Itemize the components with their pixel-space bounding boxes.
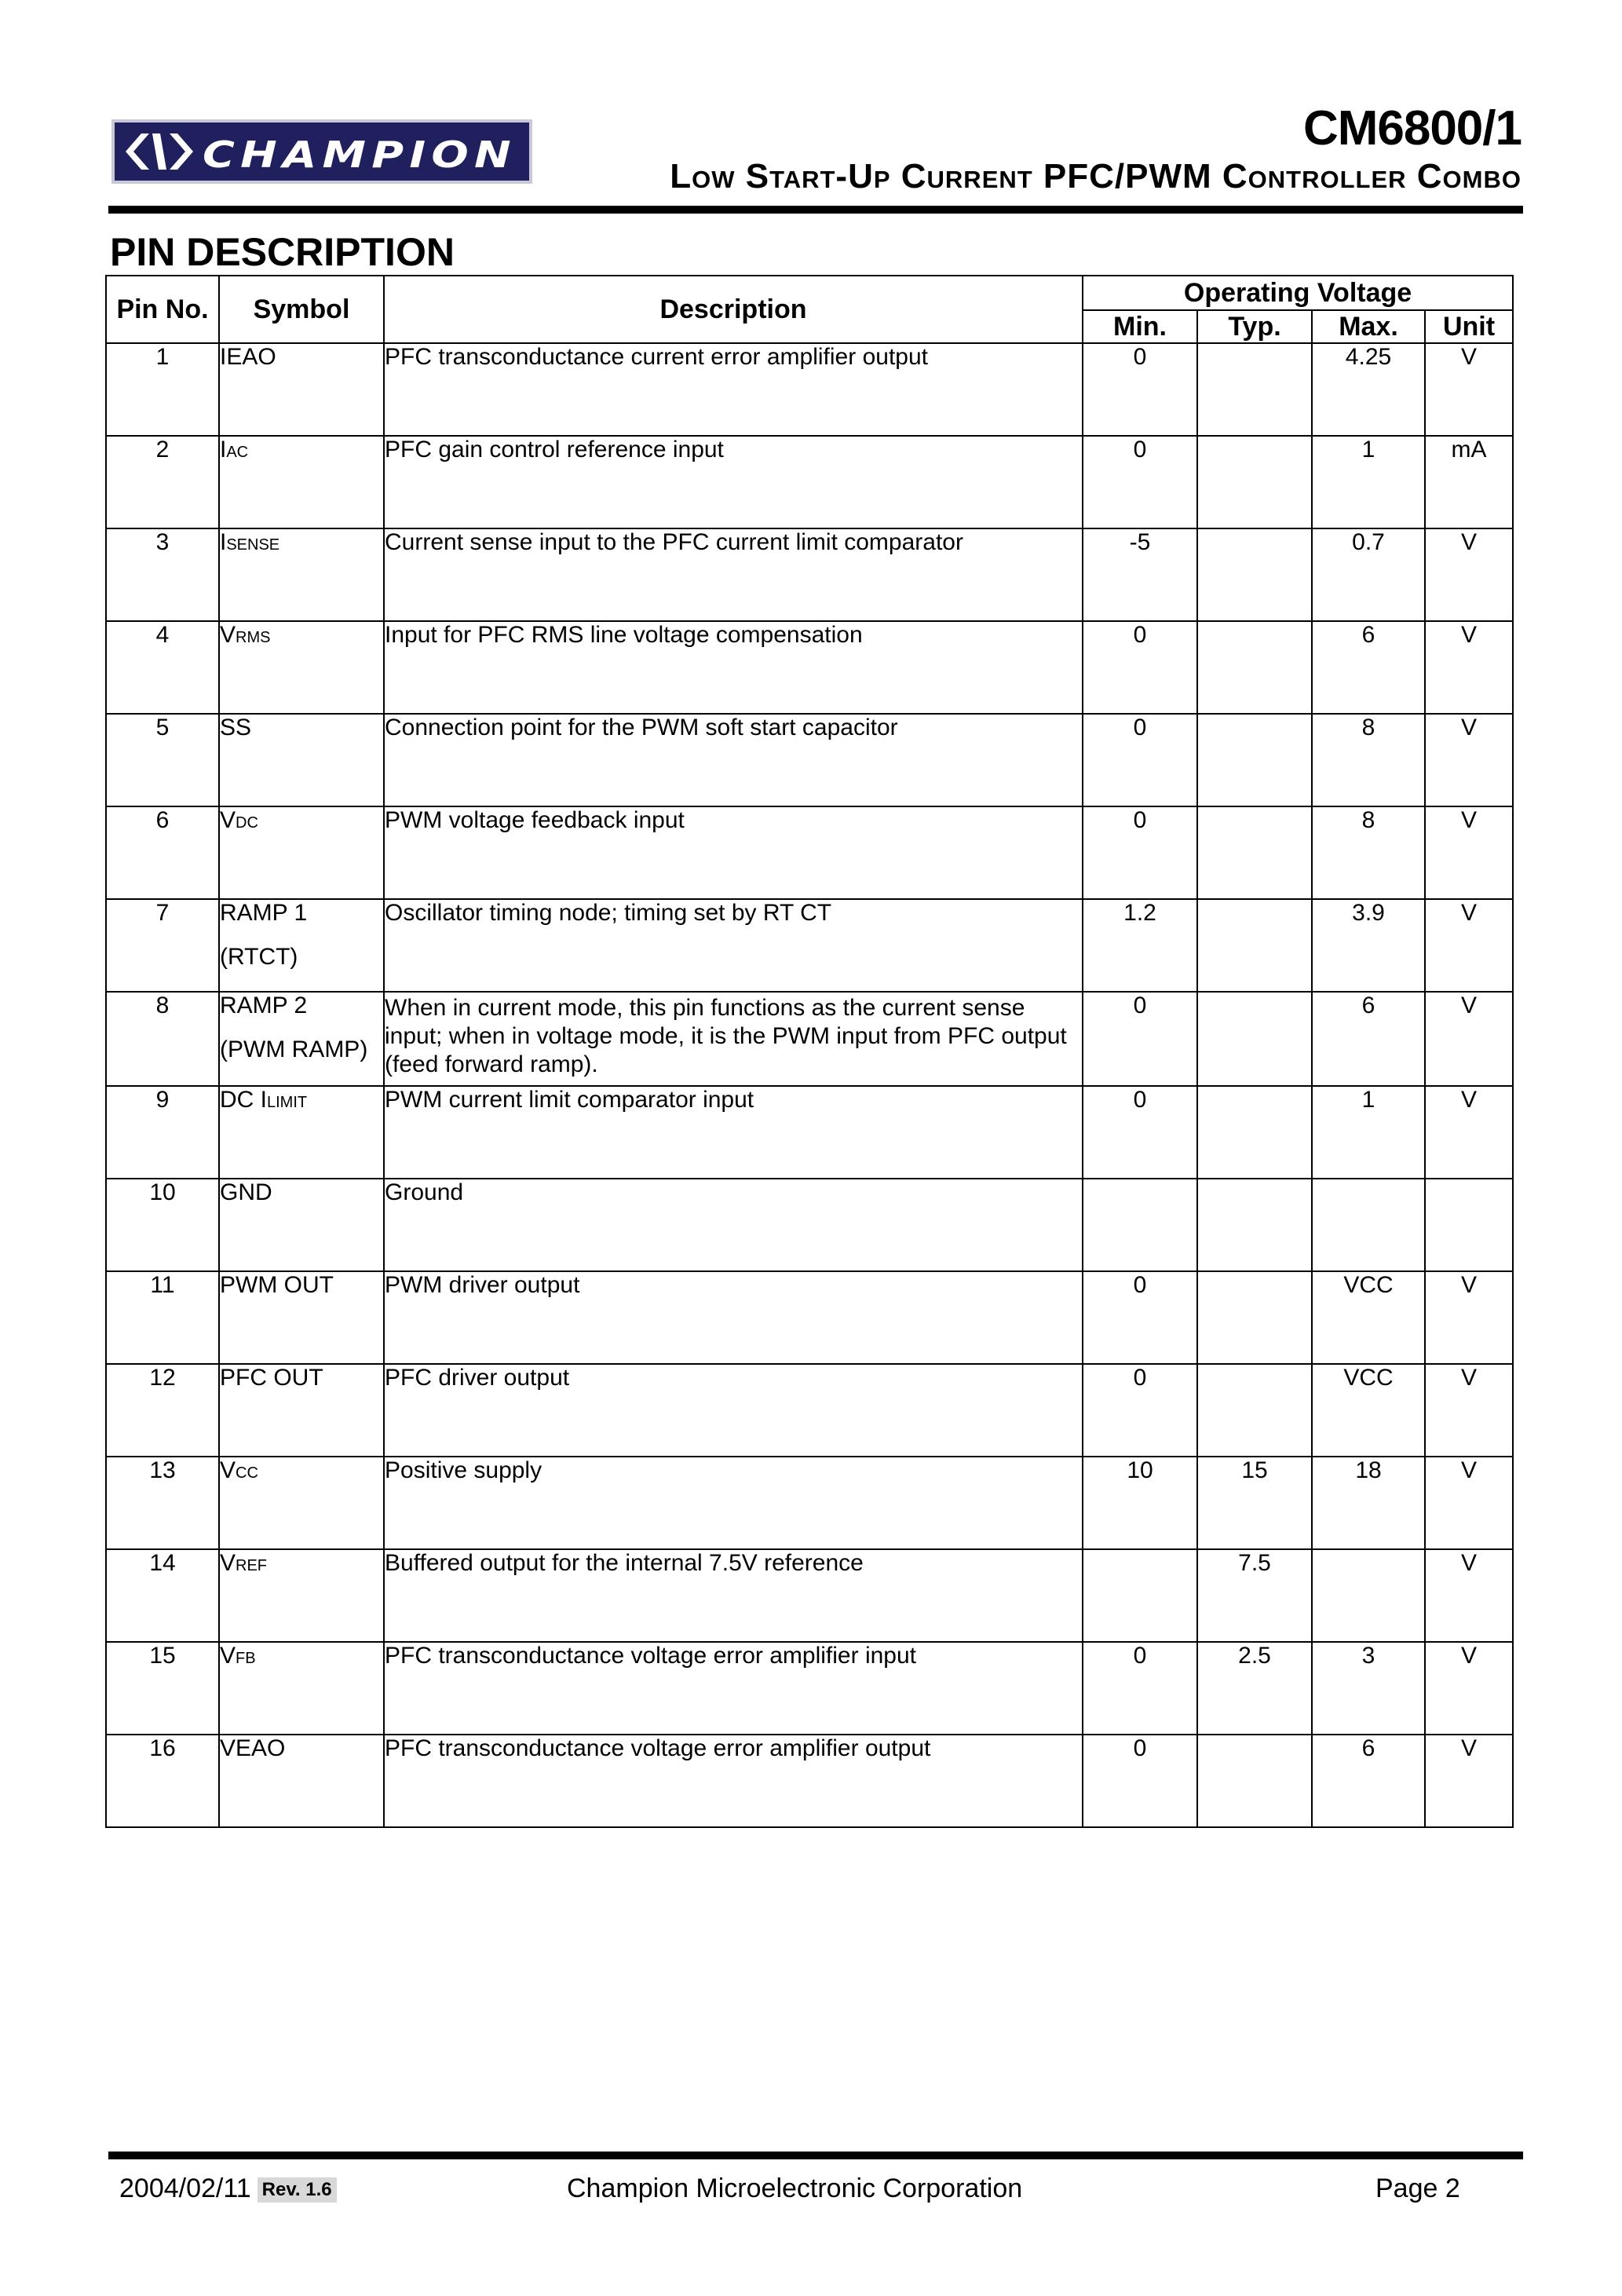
header-pin-no: Pin No.: [106, 276, 219, 343]
voltage-unit: V: [1425, 1735, 1513, 1827]
pin-number: 7: [106, 899, 219, 992]
pin-description: PFC driver output: [384, 1364, 1083, 1457]
footer-page-number: Page 2: [1375, 2174, 1460, 2203]
symbol-subscript: LIMIT: [267, 1094, 308, 1111]
symbol-subscript: SENSE: [226, 536, 280, 554]
symbol-subscript: DC: [236, 814, 258, 832]
pin-symbol: [219, 1364, 384, 1457]
symbol-subscript: REF: [236, 1557, 268, 1574]
symbol-alt-name: (PWM RAMP): [220, 1036, 368, 1062]
table-row: [106, 714, 1513, 806]
voltage-typ: [1197, 1271, 1312, 1364]
voltage-max: 6: [1312, 992, 1425, 1086]
voltage-typ: [1197, 436, 1312, 528]
document-title: CM6800/1: [1302, 101, 1522, 155]
voltage-min: 0: [1083, 1642, 1197, 1735]
voltage-min: 0: [1083, 343, 1197, 436]
pin-description: Oscillator timing node; timing set by RT CT: [384, 899, 1083, 992]
company-logo: [111, 119, 532, 184]
voltage-min: [1083, 1179, 1197, 1271]
voltage-min: 0: [1083, 1086, 1197, 1179]
pin-number: 15: [106, 1642, 219, 1735]
voltage-max: 6: [1312, 1735, 1425, 1827]
voltage-max: VCC: [1312, 1271, 1425, 1364]
voltage-unit: mA: [1425, 436, 1513, 528]
pin-number: 16: [106, 1735, 219, 1827]
symbol-main: RAMP 1: [220, 900, 308, 926]
header-typ: Typ.: [1197, 310, 1312, 343]
voltage-typ: [1197, 1179, 1312, 1271]
symbol-main: GND: [220, 1179, 272, 1205]
voltage-unit: V: [1425, 528, 1513, 621]
symbol-main: SS: [220, 715, 252, 740]
pin-description: Connection point for the PWM soft start capacitor: [384, 714, 1083, 806]
voltage-unit: V: [1425, 992, 1513, 1086]
pin-description: When in current mode, this pin functions as the current sense input; when in voltage mode, it is the PWM input from PFC output (feed forward ramp).: [384, 992, 1083, 1086]
voltage-min: 0: [1083, 1271, 1197, 1364]
footer-date: 2004/02/11: [119, 2174, 251, 2203]
voltage-max: 3.9: [1312, 899, 1425, 992]
table-row: [106, 1364, 1513, 1457]
voltage-typ: [1197, 1735, 1312, 1827]
symbol-main: I: [220, 437, 227, 462]
voltage-max: [1312, 1179, 1425, 1271]
pin-symbol: [219, 1642, 384, 1735]
symbol-subscript: FB: [236, 1650, 256, 1667]
pin-number: 5: [106, 714, 219, 806]
voltage-typ: [1197, 343, 1312, 436]
symbol-main: PFC OUT: [220, 1365, 323, 1391]
header-symbol: Symbol: [219, 276, 384, 343]
pin-number: 8: [106, 992, 219, 1086]
table-row: [106, 1179, 1513, 1271]
pin-symbol: [219, 343, 384, 436]
pin-symbol: [219, 1271, 384, 1364]
voltage-min: 0: [1083, 621, 1197, 714]
pin-rows: [106, 343, 1513, 1827]
pin-symbol: [219, 899, 384, 992]
voltage-typ: [1197, 1364, 1312, 1457]
header-unit: Unit: [1425, 310, 1513, 343]
pin-number: 13: [106, 1457, 219, 1549]
document-subtitle: Low Start-Up Current PFC/PWM Controller Combo: [670, 157, 1522, 196]
logo-wordmark: CHAMPION: [203, 133, 517, 176]
symbol-subscript: AC: [226, 444, 249, 461]
pin-number: 3: [106, 528, 219, 621]
pin-symbol: [219, 1549, 384, 1642]
header-description: Description: [384, 276, 1083, 343]
voltage-min: 0: [1083, 436, 1197, 528]
voltage-unit: V: [1425, 621, 1513, 714]
pin-description: Buffered output for the internal 7.5V reference: [384, 1549, 1083, 1642]
pin-description: PFC transconductance current error amplifier output: [384, 343, 1083, 436]
symbol-main: IEAO: [220, 344, 276, 370]
pin-description: Current sense input to the PFC current limit comparator: [384, 528, 1083, 621]
pin-description: PWM driver output: [384, 1271, 1083, 1364]
pin-description: Positive supply: [384, 1457, 1083, 1549]
voltage-min: 1.2: [1083, 899, 1197, 992]
pin-number: 14: [106, 1549, 219, 1642]
voltage-min: 0: [1083, 1735, 1197, 1827]
pin-symbol: [219, 1179, 384, 1271]
table-row: [106, 1642, 1513, 1735]
pin-description: Input for PFC RMS line voltage compensation: [384, 621, 1083, 714]
table-row: [106, 899, 1513, 992]
table-row: [106, 806, 1513, 899]
table-row: [106, 1457, 1513, 1549]
voltage-typ: [1197, 621, 1312, 714]
voltage-max: 4.25: [1312, 343, 1425, 436]
pin-number: 9: [106, 1086, 219, 1179]
pin-symbol: [219, 714, 384, 806]
pin-description: Ground: [384, 1179, 1083, 1271]
symbol-subscript: CC: [236, 1464, 258, 1482]
table-row: [106, 621, 1513, 714]
header-divider: [108, 206, 1523, 214]
table-row: [106, 1271, 1513, 1364]
voltage-typ: [1197, 992, 1312, 1086]
header-min: Min.: [1083, 310, 1197, 343]
voltage-unit: V: [1425, 1642, 1513, 1735]
table-row: [106, 1549, 1513, 1642]
pin-symbol: [219, 1735, 384, 1827]
symbol-main: RAMP 2: [220, 993, 308, 1018]
voltage-unit: [1425, 1179, 1513, 1271]
voltage-min: 0: [1083, 714, 1197, 806]
pin-number: 2: [106, 436, 219, 528]
voltage-typ: [1197, 714, 1312, 806]
header-max: Max.: [1312, 310, 1425, 343]
voltage-typ: [1197, 806, 1312, 899]
voltage-min: 0: [1083, 992, 1197, 1086]
voltage-max: 1: [1312, 436, 1425, 528]
pin-number: 11: [106, 1271, 219, 1364]
voltage-min: 10: [1083, 1457, 1197, 1549]
pin-number: 6: [106, 806, 219, 899]
symbol-main: PWM OUT: [220, 1272, 334, 1298]
table-row: [106, 528, 1513, 621]
voltage-typ: [1197, 528, 1312, 621]
pin-number: 12: [106, 1364, 219, 1457]
pin-description-table: [105, 275, 1514, 1828]
table-row: [106, 992, 1513, 1086]
footer-date-block: [119, 2174, 337, 2204]
footer-divider: [108, 2152, 1523, 2159]
voltage-max: 1: [1312, 1086, 1425, 1179]
symbol-subscript: RMS: [236, 629, 271, 646]
table-row: [106, 1086, 1513, 1179]
voltage-unit: V: [1425, 899, 1513, 992]
voltage-max: 8: [1312, 806, 1425, 899]
voltage-unit: V: [1425, 714, 1513, 806]
symbol-main: VEAO: [220, 1735, 286, 1761]
voltage-unit: V: [1425, 806, 1513, 899]
footer-company: Champion Microelectronic Corporation: [567, 2174, 1023, 2203]
symbol-alt-name: (RTCT): [220, 944, 298, 970]
symbol-main: I: [220, 529, 227, 555]
voltage-typ: 15: [1197, 1457, 1312, 1549]
voltage-typ: [1197, 899, 1312, 992]
voltage-typ: 7.5: [1197, 1549, 1312, 1642]
voltage-typ: 2.5: [1197, 1642, 1312, 1735]
pin-description: PFC transconductance voltage error amplifier input: [384, 1642, 1083, 1735]
pin-symbol: [219, 621, 384, 714]
pin-symbol: [219, 992, 384, 1086]
table-row: [106, 343, 1513, 436]
symbol-main: DC I: [220, 1087, 267, 1113]
pin-description: PWM current limit comparator input: [384, 1086, 1083, 1179]
pin-number: 4: [106, 621, 219, 714]
voltage-max: 6: [1312, 621, 1425, 714]
voltage-max: [1312, 1549, 1425, 1642]
table-row: [106, 436, 1513, 528]
voltage-min: -5: [1083, 528, 1197, 621]
footer-revision: Rev. 1.6: [258, 2177, 337, 2203]
voltage-unit: V: [1425, 1271, 1513, 1364]
voltage-unit: V: [1425, 1086, 1513, 1179]
section-title: PIN DESCRIPTION: [110, 230, 455, 274]
header-operating-voltage: Operating Voltage: [1083, 276, 1513, 310]
voltage-unit: V: [1425, 1457, 1513, 1549]
pin-symbol: [219, 1457, 384, 1549]
voltage-max: 18: [1312, 1457, 1425, 1549]
symbol-main: V: [220, 1457, 236, 1483]
voltage-typ: [1197, 1086, 1312, 1179]
voltage-min: 0: [1083, 1364, 1197, 1457]
pin-symbol: [219, 528, 384, 621]
voltage-unit: V: [1425, 1364, 1513, 1457]
voltage-max: 0.7: [1312, 528, 1425, 621]
champion-logo-icon: [115, 122, 529, 181]
voltage-min: [1083, 1549, 1197, 1642]
voltage-max: 8: [1312, 714, 1425, 806]
voltage-unit: V: [1425, 343, 1513, 436]
pin-symbol: [219, 806, 384, 899]
symbol-main: V: [220, 1550, 236, 1576]
pin-description: PWM voltage feedback input: [384, 806, 1083, 899]
voltage-max: VCC: [1312, 1364, 1425, 1457]
pin-number: 1: [106, 343, 219, 436]
symbol-main: V: [220, 807, 236, 833]
pin-number: 10: [106, 1179, 219, 1271]
voltage-max: 3: [1312, 1642, 1425, 1735]
symbol-main: V: [220, 1643, 236, 1669]
table-row: [106, 1735, 1513, 1827]
voltage-min: 0: [1083, 806, 1197, 899]
pin-description: PFC transconductance voltage error amplifier output: [384, 1735, 1083, 1827]
pin-symbol: [219, 1086, 384, 1179]
voltage-unit: V: [1425, 1549, 1513, 1642]
symbol-main: V: [220, 622, 236, 648]
pin-description: PFC gain control reference input: [384, 436, 1083, 528]
pin-symbol: [219, 436, 384, 528]
